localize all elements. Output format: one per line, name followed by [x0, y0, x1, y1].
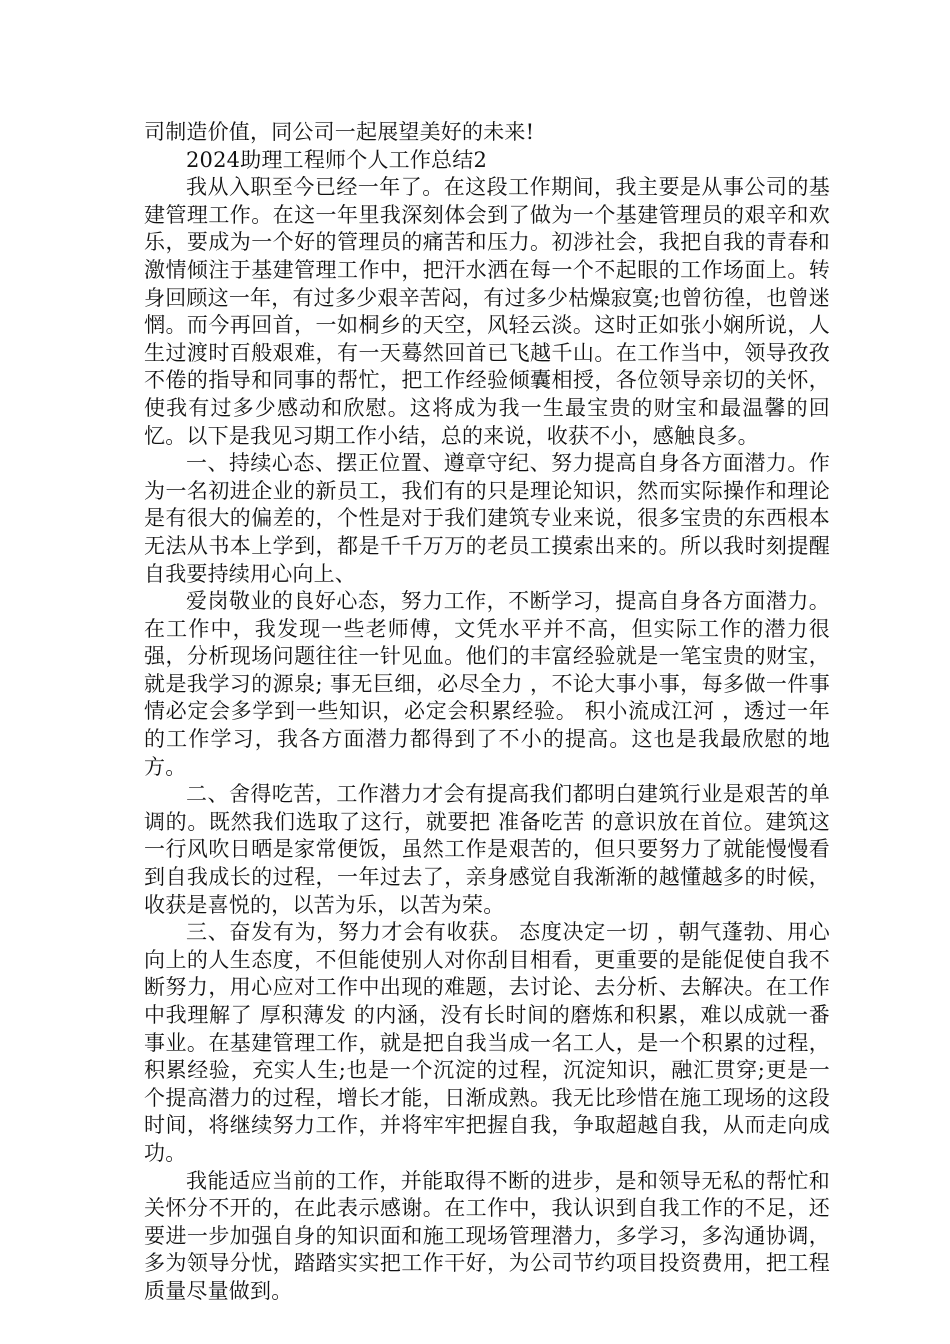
paragraph-section-one: 一、持续心态、摆正位置、遵章守纪、努力提高自身各方面潜力。作为一名初进企业的新员工，我们有的只是理论知识，然而实际操作和理论是有很大的偏差的，个性是对于我们建筑专业来说，很多宝贵的东西根本无法从书本上学到，都是千千万万的老员工摸索出来的。所以我时刻提醒自我要持续用心向上、 — [144, 451, 830, 586]
paragraph-intro: 我从入职至今已经一年了。在这段工作期间，我主要是从事公司的基建管理工作。在这一年里我深刻体会到了做为一个基建管理员的艰辛和欢乐，要成为一个好的管理员的痛苦和压力。初涉社会，我把自我的青春和激情倾注于基建管理工作中，把汗水洒在每一个不起眼的工作场面上。转身回顾这一年，有过多少艰辛苦闷，有过多少枯燥寂寞;也曾彷徨，也曾迷惘。而今再回首，一如桐乡的天空，风轻云淡。这时正如张小娴所说，人生过渡时百般艰难，有一天蓦然回首已飞越千山。在工作当中，领导孜孜不倦的指导和同事的帮忙，把工作经验倾囊相授，各位领导亲切的关怀，使我有过多少感动和欣慰。这将成为我一生最宝贵的财宝和最温馨的回忆。以下是我见习期工作小结，总的来说，收获不小，感触良多。 — [144, 175, 830, 448]
paragraph-section-one-continued: 爱岗敬业的良好心态，努力工作，不断学习，提高自身各方面潜力。在工作中，我发现一些老师傅，文凭水平并不高，但实际工作的潜力很强，分析现场问题往往一针见血。他们的丰富经验就是一笔宝贵的财宝，就是我学习的源泉; 事无巨细，必尽全力 ，不论大事小事，每多做一件事情必定会多学到一些知识，必定会积累经验。 积小流成江河 ，透过一年的工作学习，我各方面潜力都得到了不小的提高。这也是我最欣慰的地方。 — [144, 589, 830, 779]
paragraph-conclusion: 我能适应当前的工作，并能取得不断的进步，是和领导无私的帮忙和关怀分不开的，在此表示感谢。在工作中，我认识到自我工作的不足，还要进一步加强自身的知识面和施工现场管理潜力，多学习，多沟通协调，多为领导分忧，踏踏实实把工作干好，为公司节约项目投资费用，把工程质量尽量做到。 — [144, 1168, 830, 1303]
document-body — [144, 119, 830, 1306]
paragraph-section-two: 二、舍得吃苦，工作潜力才会有提高我们都明白建筑行业是艰苦的单调的。既然我们选取了这行，就要把 准备吃苦 的意识放在首位。建筑这一行风吹日晒是家常便饭，虽然工作是艰苦的，但只要努力了就能慢慢看到自我成长的过程，一年过去了，亲身感觉自我渐渐的越懂越多的时候，收获是喜悦的，以苦为乐，以苦为荣。 — [144, 782, 830, 917]
document-title: 2024助理工程师个人工作总结2 — [186, 147, 488, 172]
lead-line: 司制造价值，同公司一起展望美好的未来! — [144, 120, 535, 144]
paragraph-section-three: 三、奋发有为，努力才会有收获。 态度决定一切 ，朝气蓬勃、用心向上的人生态度，不但能使别人对你刮目相看，更重要的是能促使自我不断努力，用心应对工作中出现的难题，去讨论、去分析、去解决。在工作中我理解了 厚积薄发 的内涵，没有长时间的磨炼和积累，难以成就一番事业。在基建管理工作，就是把自我当成一名工人，是一个积累的过程，积累经验，充实人生;也是一个沉淀的过程，沉淀知识，融汇贯穿;更是一个提高潜力的过程，增长才能，日渐成熟。我无比珍惜在施工现场的这段时间，将继续努力工作，并将牢牢把握自我，争取超越自我，从而走向成功。 — [144, 920, 830, 1165]
